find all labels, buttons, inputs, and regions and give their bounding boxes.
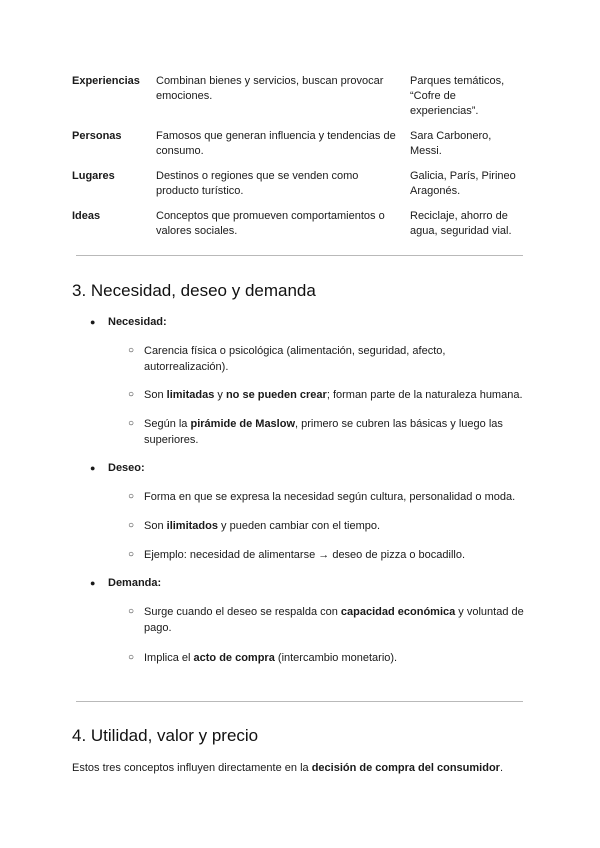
item-bold: capacidad económica bbox=[340, 606, 456, 618]
item-bold: acto de compra bbox=[193, 652, 275, 664]
list-item bbox=[128, 387, 528, 403]
list-item bbox=[128, 650, 528, 666]
item-text: Forma en que se expresa la necesidad según cultura, personalidad o moda. bbox=[144, 491, 516, 503]
bullet-demanda bbox=[90, 576, 161, 591]
examples-cell: Reciclaje, ahorro de agua, seguridad vial. bbox=[410, 210, 512, 237]
bullet-label: Deseo: bbox=[108, 462, 145, 474]
bullet-label: Demanda: bbox=[108, 577, 162, 589]
item-text: (intercambio monetario). bbox=[274, 652, 398, 664]
bullet-dot-icon: ● bbox=[90, 317, 96, 327]
bullet-deseo bbox=[90, 461, 145, 476]
table-row bbox=[72, 209, 524, 249]
term-cell: Lugares bbox=[72, 170, 115, 182]
bullet-dot-icon: ● bbox=[90, 578, 96, 588]
definitions-table bbox=[72, 74, 524, 249]
description-cell: Conceptos que promueven comportamientos o valores sociales. bbox=[156, 210, 385, 237]
examples-cell: Sara Carbonero, Messi. bbox=[410, 130, 492, 157]
item-text: y voluntad de pago. bbox=[144, 606, 524, 634]
item-text: Son bbox=[144, 389, 167, 401]
intro-bold: decisión de compra del consumidor bbox=[311, 762, 500, 774]
section-4-heading: 4. Utilidad, valor y precio bbox=[72, 726, 259, 745]
table-row bbox=[72, 129, 524, 169]
bullet-necesidad bbox=[90, 315, 167, 330]
item-text: Surge cuando el deseo se respalda con bbox=[144, 606, 341, 618]
item-text: Según la bbox=[144, 418, 191, 430]
circle-bullet-icon: ○ bbox=[128, 491, 135, 502]
table-row bbox=[72, 169, 524, 209]
list-item bbox=[128, 343, 528, 375]
circle-bullet-icon: ○ bbox=[128, 389, 135, 400]
section-divider bbox=[76, 701, 523, 702]
circle-bullet-icon: ○ bbox=[128, 418, 135, 429]
term-cell: Personas bbox=[72, 130, 122, 142]
item-text: y bbox=[214, 389, 226, 401]
circle-bullet-icon: ○ bbox=[128, 345, 135, 356]
item-text: Ejemplo: necesidad de alimentarse → deseo de pizza o bocadillo. bbox=[144, 549, 466, 561]
section-4-intro bbox=[72, 761, 532, 776]
intro-text: Estos tres conceptos influyen directamente en la bbox=[72, 762, 312, 774]
circle-bullet-icon: ○ bbox=[128, 520, 135, 531]
circle-bullet-icon: ○ bbox=[128, 652, 135, 663]
description-cell: Famosos que generan influencia y tendencias de consumo. bbox=[156, 130, 396, 157]
circle-bullet-icon: ○ bbox=[128, 606, 135, 617]
section-3-heading: 3. Necesidad, deseo y demanda bbox=[72, 281, 316, 300]
table-row bbox=[72, 74, 524, 129]
examples-cell: Parques temáticos, “Cofre de experiencias”. bbox=[410, 75, 505, 117]
item-bold: pirámide de Maslow bbox=[190, 418, 296, 430]
item-text: ; forman parte de la naturaleza humana. bbox=[326, 389, 523, 401]
list-item bbox=[128, 518, 528, 534]
item-bold: limitadas bbox=[166, 389, 215, 401]
description-cell: Combinan bienes y servicios, buscan provocar emociones. bbox=[156, 75, 384, 102]
list-item bbox=[128, 489, 528, 505]
item-bold: ilimitados bbox=[166, 520, 218, 532]
list-item bbox=[128, 416, 528, 448]
list-item bbox=[128, 547, 528, 563]
item-text: , primero se cubren las básicas y luego las superiores. bbox=[144, 418, 503, 446]
examples-cell: Galicia, París, Pirineo Aragonés. bbox=[410, 170, 516, 197]
intro-text: . bbox=[499, 762, 504, 774]
bullet-dot-icon: ● bbox=[90, 463, 96, 473]
item-text: y pueden cambiar con el tiempo. bbox=[217, 520, 381, 532]
list-item bbox=[128, 604, 528, 636]
section-divider bbox=[76, 255, 523, 256]
term-cell: Ideas bbox=[72, 210, 101, 222]
item-bold: no se pueden crear bbox=[225, 389, 327, 401]
item-text: Implica el bbox=[144, 652, 194, 664]
item-text: Son bbox=[144, 520, 167, 532]
description-cell: Destinos o regiones que se venden como producto turístico. bbox=[156, 170, 359, 197]
circle-bullet-icon: ○ bbox=[128, 549, 135, 560]
term-cell: Experiencias bbox=[72, 75, 140, 87]
item-text: Carencia física o psicológica (alimentación, seguridad, afecto, autorrealización). bbox=[144, 345, 446, 373]
bullet-label: Necesidad: bbox=[108, 316, 167, 328]
